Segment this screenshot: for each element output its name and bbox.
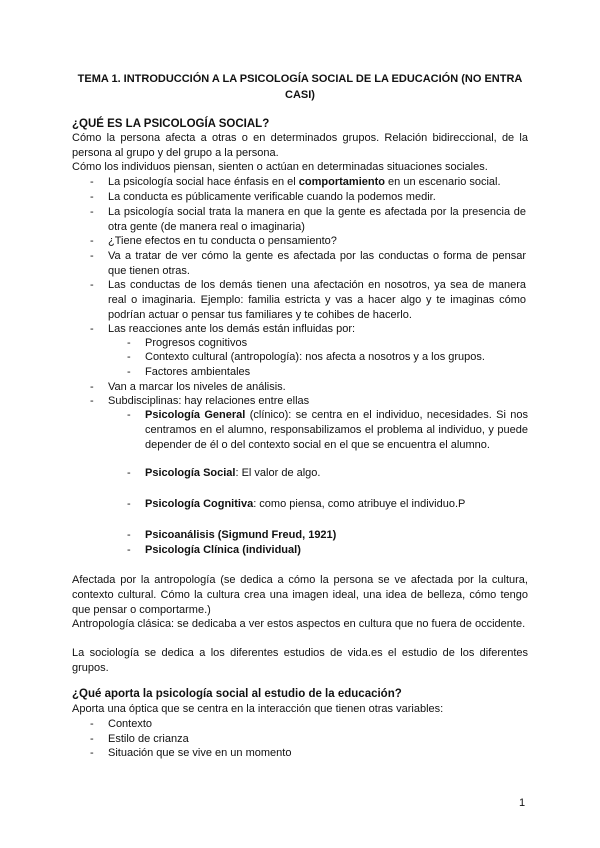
bullet-dash: -: [127, 498, 131, 510]
document-title: TEMA 1. INTRODUCCIÓN A LA PSICOLOGÍA SOCIAL DE LA EDUCACIÓN (NO ENTRA CASI): [77, 73, 523, 101]
bullet-dash: -: [90, 206, 94, 218]
page-number: 1: [519, 797, 526, 809]
bullet-dash: -: [127, 467, 131, 479]
bullet-dash: -: [127, 366, 131, 378]
bullet-dash: -: [90, 733, 94, 745]
bullet-dash: -: [90, 250, 94, 262]
bullet-dash: -: [127, 337, 131, 349]
document-page: TEMA 1. INTRODUCCIÓN A LA PSICOLOGÍA SOCIAL DE LA EDUCACIÓN (NO ENTRA CASI) ¿QUÉ ES LA PSICOLOGÍA SOCIAL? Cómo la persona afecta a otras o en determinados grupos. Relación bidireccional, de la persona al grupo y del grupo a la persona. Cómo los individuos piensan, sienten o actúan en determinadas situaciones sociales. - La psicología social hace énfasis en el comportamiento en un escenario social. - La conducta es públicamente verificable cuando la podemos medir. - La psicología social trata la manera en que la gente es afectada por la presencia de otra gente (de manera real o imaginaria) - ¿Tiene efectos en tu conducta o pensamiento? - Va a tratar de ver cómo la gente es afectada por las conductas o forma de pensar que tienen otras. - Las conductas de los demás tienen una afectación en nosotros, ya sea de manera real o imaginaria. Ejemplo: familia estricta y vas a hacer algo y te imaginas cómo podrían actuar o pensar tus familiares y te cohibes de hacerlo. - Las reacciones ante los demás están influidas por: - Progresos cognitivos - Contexto cultural (antropología): nos afecta a nosotros y a los grupos. - Factores ambientales - Van a marcar los niveles de análisis. - Subdisciplinas: hay relaciones entre ellas - Psicología General (clínico): se centra en el individuo, necesidades. Si nos centramos en el alumno, responsabilizamos el problema al individuo, y puede depender de él o del contexto social en el que se encuentra el alumno. - Psicología Social: El valor de algo. - Psicología Cognitiva: como piensa, como atribuye el individuo.P - Psicoanálisis (Sigmund Freud, 1921) - Psicología Clínica (individual) Afectada por la antropología (se dedica a cómo la persona se ve afectada por la cultura, contexto cultural. Cómo la cultura crea una imagen ideal, una idea de belleza, cómo tengo que pensar o comportarme.) Antropología clásica: se dedicaba a ver estos aspectos en cultura que no fuera de occidente. La sociología se dedica a los diferentes estudios de vida.es el estudio de los diferentes grupos. ¿Qué aporta la psicología social al estudio de la educación? Aporta una óptica que se centra en la interacción que tienen otras variables: - Contexto - Estilo de crianza - Situación que se vive en un momento 1: [72, 73, 528, 809]
paragraph: La sociología se dedica a los diferentes estudios de vida.es el estudio de los diferentes grupos.: [72, 647, 528, 674]
bullet-dash: -: [90, 747, 94, 759]
paragraph: Afectada por la antropología (se dedica a cómo la persona se ve afectada por la cultura, contexto cultural. Cómo la cultura crea una imagen ideal, una idea de belleza, cómo tengo que pensar o comportarme.): [72, 574, 528, 616]
paragraph: Cómo los individuos piensan, sienten o actúan en determinadas situaciones sociales.: [72, 161, 488, 173]
bullet-dash: -: [90, 191, 94, 203]
bullet-dash: -: [127, 544, 131, 556]
bullet-dash: -: [90, 176, 94, 188]
bold-term: Psicología Clínica (individual): [145, 544, 301, 556]
bullet-dash: -: [127, 529, 131, 541]
bold-term: Psicoanálisis (Sigmund Freud, 1921): [145, 529, 337, 541]
bold-term: Psicología General: [145, 409, 246, 421]
bullet-dash: -: [90, 323, 94, 335]
section-heading-que-es: ¿QUÉ ES LA PSICOLOGÍA SOCIAL?: [72, 118, 270, 130]
bullet-dash: -: [90, 381, 94, 393]
bold-term: Psicología Cognitiva: [145, 498, 254, 510]
bullet-dash: -: [90, 395, 94, 407]
bullet-dash: -: [127, 409, 131, 421]
paragraph: Cómo la persona afecta a otras o en determinados grupos. Relación bidireccional, de la persona al grupo y del grupo a la persona.: [72, 132, 528, 159]
bullet-dash: -: [90, 279, 94, 291]
bullet-dash: -: [90, 718, 94, 730]
bold-term: Psicología Social: [145, 467, 236, 479]
paragraph: Aporta una óptica que se centra en la interacción que tienen otras variables:: [72, 703, 444, 715]
bold-term: comportamiento: [298, 176, 385, 188]
paragraph: Antropología clásica: se dedicaba a ver estos aspectos en cultura que no fuera de occidente.: [72, 618, 526, 630]
bullet-dash: -: [90, 235, 94, 247]
section-heading-que-aporta: ¿Qué aporta la psicología social al estudio de la educación?: [72, 688, 402, 700]
bullet-dash: -: [127, 351, 131, 363]
